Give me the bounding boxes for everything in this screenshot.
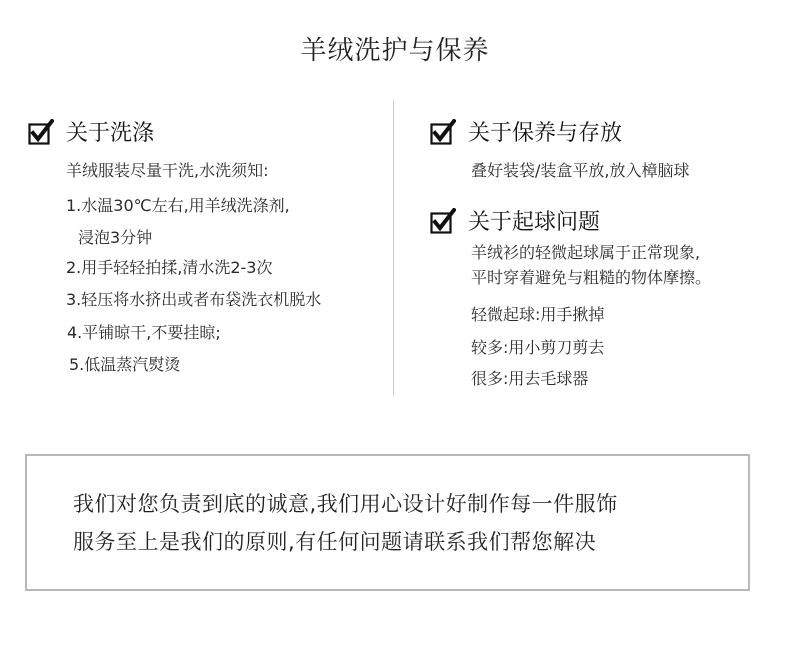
- pilling-heading-text: 关于起球问题: [468, 210, 601, 235]
- washing-line: 1.水温30℃左右,用羊绒洗涤剂,: [66, 196, 290, 215]
- washing-line: 5.低温蒸汽熨烫: [69, 355, 181, 374]
- checkbox-check-icon: [430, 208, 456, 234]
- pilling-line: 较多:用小剪刀剪去: [471, 338, 605, 357]
- washing-heading: [28, 116, 154, 147]
- notice-box: [25, 454, 750, 591]
- page-title: 羊绒洗护与保养: [300, 36, 490, 66]
- washing-line: 4.平铺晾干,不要挂晾;: [67, 323, 221, 342]
- notice-line: 我们对您负责到底的诚意,我们用心设计好制作每一件服饰: [73, 492, 618, 516]
- washing-line: 3.轻压将水挤出或者布袋洗衣机脱水: [66, 290, 322, 309]
- pilling-line: 平时穿着避免与粗糙的物体摩擦。: [471, 268, 712, 287]
- washing-line: 浸泡3分钟: [78, 228, 153, 247]
- column-divider: [393, 100, 394, 396]
- washing-heading-text: 关于洗涤: [66, 121, 155, 146]
- notice-line: 服务至上是我们的原则,有任何问题请联系我们帮您解决: [73, 530, 597, 554]
- pilling-heading: [430, 205, 600, 236]
- checkbox-check-icon: [28, 119, 54, 145]
- pilling-line: 轻微起球:用手揪掉: [471, 305, 605, 324]
- pilling-line: 羊绒衫的轻微起球属于正常现象,: [471, 243, 701, 262]
- storage-line: 叠好装袋/装盒平放,放入樟脑球: [471, 161, 690, 180]
- pilling-line: 很多:用去毛球器: [471, 369, 589, 388]
- washing-line: 羊绒服装尽量干洗,水洗须知:: [66, 161, 269, 180]
- washing-line: 2.用手轻轻拍揉,清水洗2-3次: [66, 258, 273, 277]
- checkbox-check-icon: [430, 119, 456, 145]
- storage-heading: [430, 116, 622, 147]
- storage-heading-text: 关于保养与存放: [468, 121, 623, 146]
